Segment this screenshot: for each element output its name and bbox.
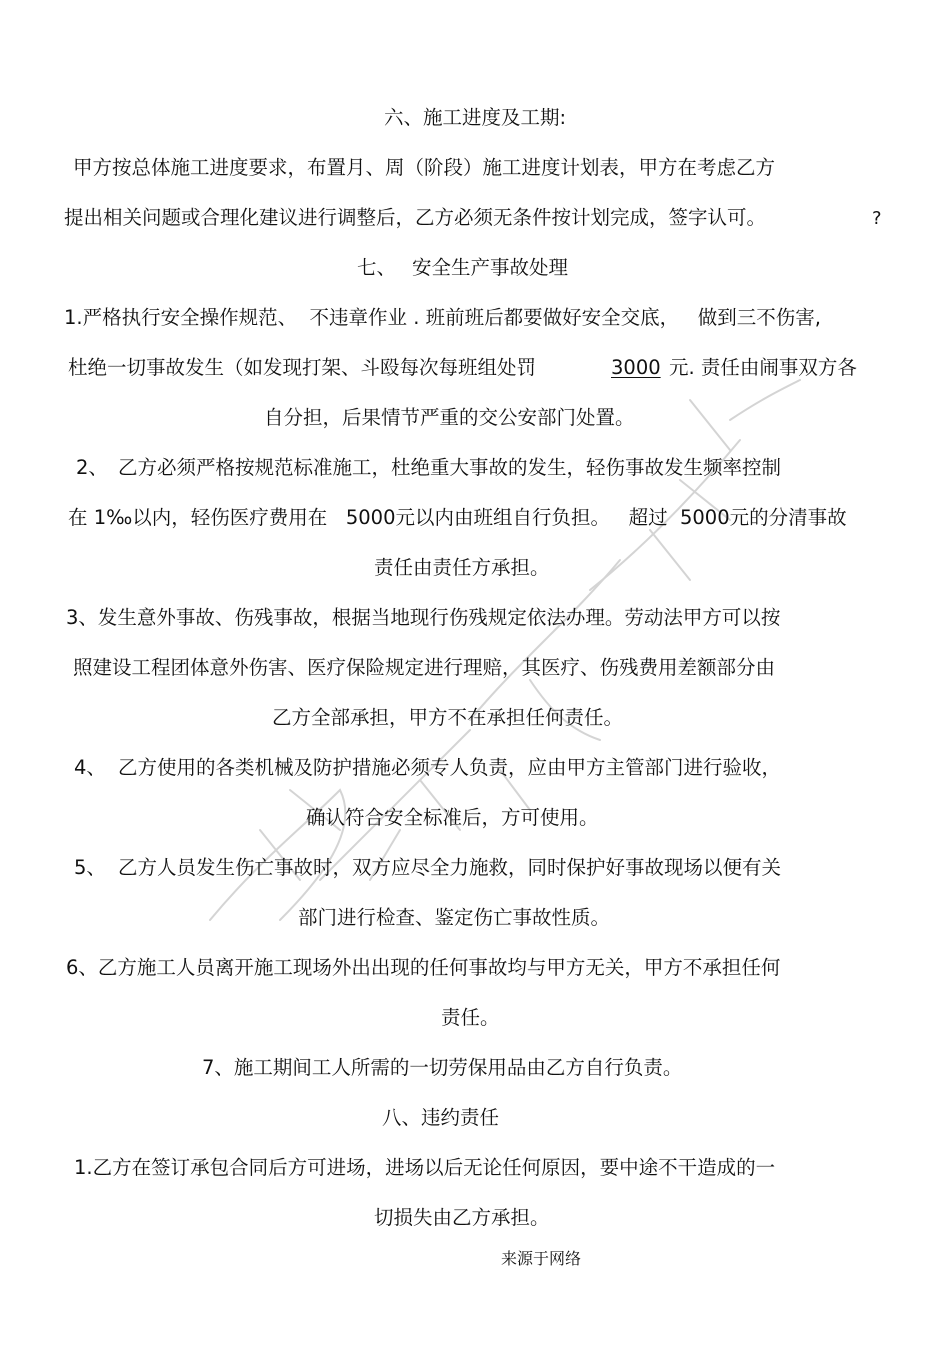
item-7-3-line-3: 乙方全部承担，甲方不在承担任何责任。	[272, 706, 624, 729]
section-7-heading: 安全生产事故处理	[412, 256, 569, 279]
item-7-1-line-3: 自分担，后果情节严重的交公安部门处置。	[264, 406, 635, 429]
item-7-1-line-1: 1.严格执行安全操作规范、 不违章作业 . 班前班后都要做好安全交底， 做到三不伤害,	[64, 306, 821, 329]
item-7-5-number: 5、	[74, 856, 106, 879]
section-6-line-2: 提出相关问题或合理化建议进行调整后，乙方必须无条件按计划完成，签字认可。	[64, 206, 767, 229]
section-6-heading: 六、施工进度及工期:	[383, 106, 567, 129]
item-7-2-line-2: 在 1‰以内，轻伤医疗费用在 5000元以内由班组自行负担。 超过 5000元的分清事故	[68, 506, 847, 529]
section-8-heading: 八、违约责任	[382, 1106, 500, 1129]
section-7-heading-number: 七、	[357, 256, 397, 279]
item-7-3-line-1: 3、发生意外事故、伤残事故，根据当地现行伤残规定依法办理。劳动法甲方可以按	[66, 606, 781, 629]
item-7-7-line-1: 7、施工期间工人所需的一切劳保用品由乙方自行负责。	[202, 1056, 683, 1079]
item-7-2-number: 2、	[76, 456, 108, 479]
item-7-3-line-2: 照建设工程团体意外伤害、医疗保险规定进行理赔，其医疗、伤残费用差额部分由	[73, 656, 776, 679]
item-7-2-line-3: 责任由责任方承担。	[374, 556, 550, 579]
item-8-1-line-2: 切损失由乙方承担。	[374, 1206, 550, 1229]
item-7-6-line-1: 6、乙方施工人员离开施工现场外出出现的任何事故均与甲方无关，甲方不承担任何	[66, 956, 781, 979]
item-7-4-number: 4、	[74, 756, 106, 779]
item-7-5-line-2: 部门进行检查、鉴定伤亡事故性质。	[298, 906, 611, 929]
item-7-1-line-2b: 元. 责任由闹事双方各	[669, 356, 857, 379]
item-8-1-line-1: 1.乙方在签订承包合同后方可进场，进场以后无论任何原因，要中途不干造成的一	[74, 1156, 776, 1179]
question-mark: ?	[872, 208, 882, 229]
item-7-4-line-2: 确认符合安全标准后，方可使用。	[306, 806, 599, 829]
item-7-5-line-1: 乙方人员发生伤亡事故时，双方应尽全力施救，同时保护好事故现场以便有关	[118, 856, 782, 879]
item-7-1-line-2a: 杜绝一切事故发生（如发现打架、斗殴每次每班组处罚	[68, 356, 537, 379]
penalty-amount: 3000	[611, 356, 661, 379]
item-7-6-line-2: 责任。	[441, 1006, 500, 1029]
item-7-4-line-1: 乙方使用的各类机械及防护措施必须专人负责，应由甲方主管部门进行验收，	[118, 756, 782, 779]
item-7-2-line-1: 乙方必须严格按规范标准施工，杜绝重大事故的发生，轻伤事故发生频率控制	[118, 456, 782, 479]
source-note: 来源于网络	[501, 1249, 582, 1268]
section-6-line-1: 甲方按总体施工进度要求，布置月、周（阶段）施工进度计划表，甲方在考虑乙方	[73, 156, 776, 179]
